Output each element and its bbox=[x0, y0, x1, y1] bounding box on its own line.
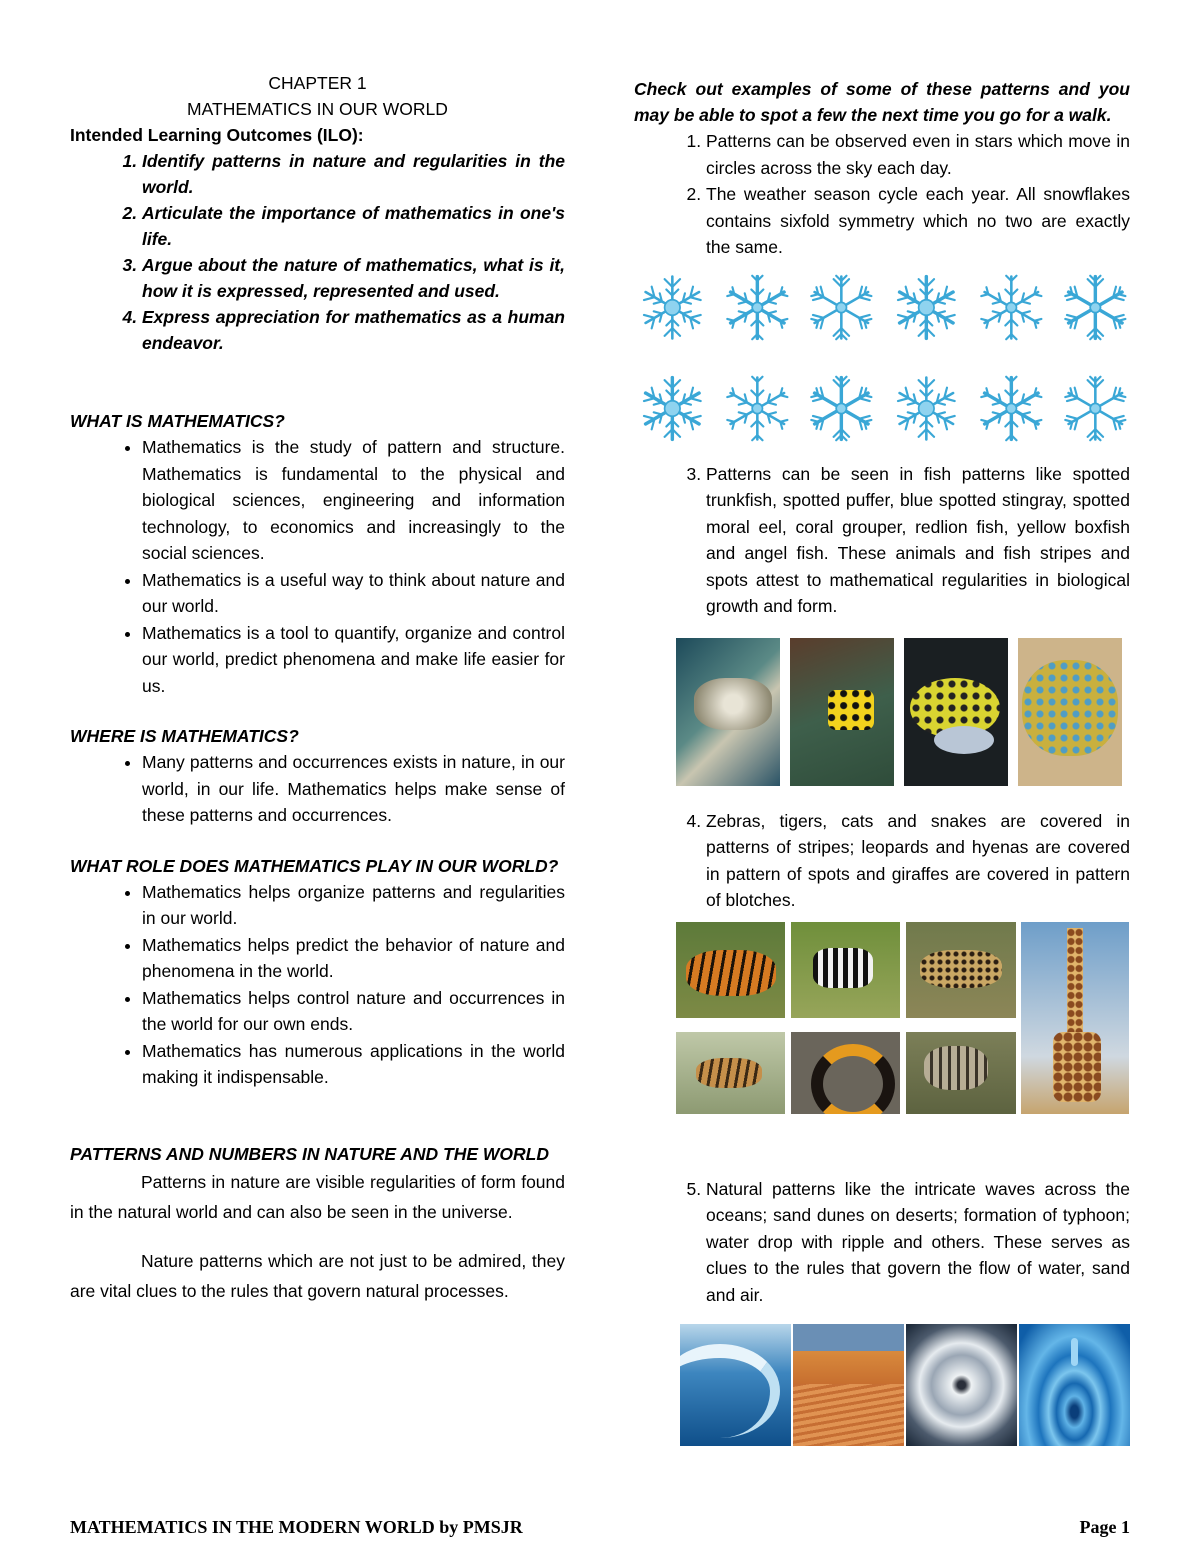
footer-course-title: MATHEMATICS IN THE MODERN WORLD by PMSJR bbox=[70, 1517, 523, 1537]
snowflake-icon bbox=[892, 271, 961, 344]
snowflake-icon bbox=[1061, 372, 1130, 445]
examples-list-c bbox=[634, 808, 1130, 914]
snowflake-icon bbox=[638, 271, 707, 344]
chapter-title: MATHEMATICS IN OUR WORLD bbox=[187, 99, 448, 119]
list-item: • Mathematics helps organize patterns and regularities in our world. bbox=[142, 879, 565, 932]
ilo-heading: Intended Learning Outcomes (ILO): bbox=[70, 125, 364, 145]
ilo-item: 4. Express appreciation for mathematics as a human endeavor. bbox=[142, 304, 565, 356]
examples-list-a bbox=[634, 128, 1130, 261]
examples-intro: Check out examples of some of these patterns and you may be able to spot a few the next time you go for a walk. bbox=[634, 79, 1130, 125]
example-item: 4. Zebras, tigers, cats and snakes are covered in patterns of stripes; leopards and hyenas are covered in pattern of spots and giraffes are covered in pattern of blotches. bbox=[706, 808, 1130, 914]
snowflake-icon bbox=[1061, 271, 1130, 344]
ilo-item: 2. Articulate the importance of mathematics in one's life. bbox=[142, 200, 565, 252]
sand-dune-photo bbox=[793, 1324, 904, 1446]
snowflake-icon bbox=[807, 372, 876, 445]
role-heading: WHAT ROLE DOES MATHEMATICS PLAY IN OUR WORLD? bbox=[70, 855, 559, 876]
tiger-photo bbox=[676, 922, 785, 1018]
boxfish-photo bbox=[790, 638, 894, 786]
right-column bbox=[634, 76, 1130, 1446]
snowflake-icon bbox=[723, 372, 792, 445]
animal-gallery bbox=[634, 922, 1130, 1158]
snowflake-icon bbox=[892, 372, 961, 445]
where-is-list bbox=[70, 749, 565, 829]
example-item: 1. Patterns can be observed even in stars which move in circles across the sky each day. bbox=[706, 128, 1130, 181]
role-list bbox=[70, 879, 565, 1091]
what-is-list bbox=[70, 434, 565, 699]
example-item: 5. Natural patterns like the intricate waves across the oceans; sand dunes on deserts; formation of typhoon; water drop with ripple and others. These serves as clues to the rules that govern the flow of water, sand and air. bbox=[706, 1176, 1130, 1309]
list-item: • Mathematics is a tool to quantify, organize and control our world, predict phenomena and make life easier for us. bbox=[142, 620, 565, 700]
page-number: Page 1 bbox=[1079, 1517, 1130, 1537]
ilo-list bbox=[70, 148, 565, 356]
puffer-photo bbox=[904, 638, 1008, 786]
list-item: • Mathematics is a useful way to think about nature and our world. bbox=[142, 567, 565, 620]
snowflake-icon bbox=[807, 271, 876, 344]
examples-list-d bbox=[634, 1176, 1130, 1309]
ilo-item: 3. Argue about the nature of mathematics, what is it, how it is expressed, represented and used. bbox=[142, 252, 565, 304]
ilo-item: 1. Identify patterns in nature and regularities in the world. bbox=[142, 148, 565, 200]
fish-gallery bbox=[676, 638, 1130, 786]
patterns-heading: PATTERNS AND NUMBERS IN NATURE AND THE WORLD bbox=[70, 1143, 549, 1164]
list-item: • Mathematics helps control nature and occurrences in the world for our own ends. bbox=[142, 985, 565, 1038]
page-footer bbox=[70, 1517, 1130, 1538]
example-item: 3. Patterns can be seen in fish patterns like spotted trunkfish, spotted puffer, blue spotted stingray, spotted moral eel, coral grouper, redlion fish, yellow boxfish and angel fish. These animals and fish stripes and spots attest to mathematical regularities in biological growth and form. bbox=[706, 461, 1130, 620]
typhoon-photo bbox=[906, 1324, 1017, 1446]
trunkfish-photo bbox=[676, 638, 780, 786]
list-item: • Mathematics helps predict the behavior of nature and phenomena in the world. bbox=[142, 932, 565, 985]
zebra-photo bbox=[791, 922, 900, 1018]
patterns-paragraph-1: Patterns in nature are visible regularities of form found in the natural world and can also be seen in the universe. bbox=[70, 1171, 565, 1222]
snowflake-icon bbox=[638, 372, 707, 445]
nature-gallery bbox=[680, 1324, 1130, 1446]
what-is-heading: WHAT IS MATHEMATICS? bbox=[70, 411, 285, 431]
chapter-label: CHAPTER 1 bbox=[268, 73, 367, 93]
ocean-wave-photo bbox=[680, 1324, 791, 1446]
where-is-heading: WHERE IS MATHEMATICS? bbox=[70, 726, 299, 746]
list-item: • Many patterns and occurrences exists in nature, in our world, in our life. Mathematics helps make sense of these patterns and occurrences. bbox=[142, 749, 565, 829]
snake-photo bbox=[791, 1032, 900, 1114]
snowflake-icon bbox=[723, 271, 792, 344]
leopard-photo bbox=[906, 922, 1016, 1018]
examples-list-b bbox=[634, 461, 1130, 620]
water-drop-photo bbox=[1019, 1324, 1130, 1446]
snowflake-icon bbox=[977, 372, 1046, 445]
giraffe-photo bbox=[1021, 922, 1129, 1114]
cat-photo bbox=[676, 1032, 785, 1114]
snowflake-icon bbox=[977, 271, 1046, 344]
list-item: • Mathematics is the study of pattern and structure. Mathematics is fundamental to the physical and biological sciences, engineering and information technology, to economics and increasingly to the social sciences. bbox=[142, 434, 565, 567]
list-item: • Mathematics has numerous applications in the world making it indispensable. bbox=[142, 1038, 565, 1091]
snowflake-gallery bbox=[638, 271, 1130, 445]
patterns-paragraph-2: Nature patterns which are not just to be admired, they are vital clues to the rules that govern natural processes. bbox=[70, 1250, 565, 1301]
hyena-photo bbox=[906, 1032, 1016, 1114]
stingray-photo bbox=[1018, 638, 1122, 786]
example-item: 2. The weather season cycle each year. All snowflakes contains sixfold symmetry which no two are exactly the same. bbox=[706, 181, 1130, 261]
left-column bbox=[70, 70, 565, 1307]
